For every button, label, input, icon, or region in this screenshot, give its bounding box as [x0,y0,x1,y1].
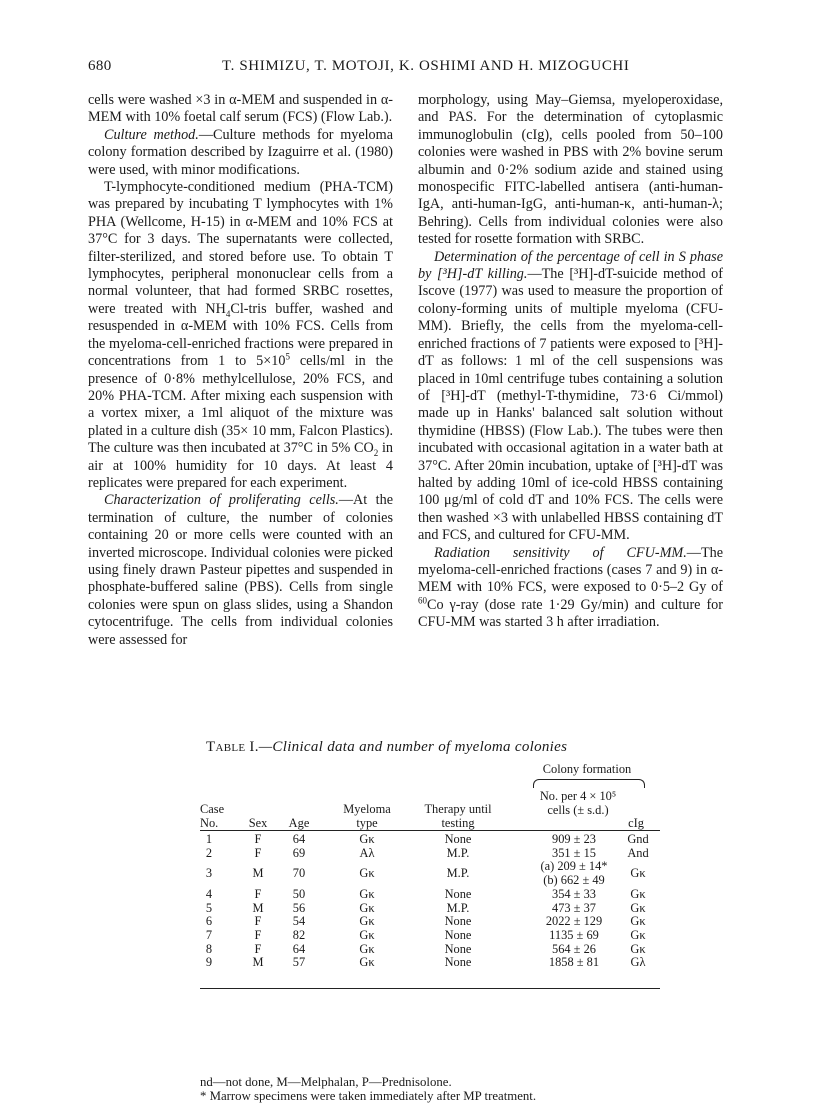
header-therapy: Therapy until testing [424,802,492,830]
table-row: 4 F 50 Gκ None 354 ± 33 Gκ [205,887,646,902]
header-age: Age [288,816,310,830]
right-column [418,92,723,632]
table-row: 2 F 69 Aλ M.P. 351 ± 15 And [205,845,649,860]
paragraph-pha-tcm: T-lymphocyte-conditioned medium (PHA-TCM) was prepared by incubating T lymphocytes with 1% PHA (Wellcome, H-15) in α-MEM and 10% FCS at 37°C for 3 days. The supernatants were collected, filter-sterilized, and stored before use. To obtain T lymphocytes, peripheral mononuclear cells from a normal volunteer, that had formed SRBC rosettes, were treated with $NH_4Cl$-tris buffer, washed and resuspended in α-MEM with 10% FCS. Cells from the myeloma-cell-enriched fractions were prepared in concentrations from 1 to $5\times 10^5$ cells/ml in the presence of 0·8% methylcellulose, 20% FCS, and 20% PHA-TCM. After mixing each suspension with a vortex mixer, a 1ml aliquot of the mixture was plated in a culture dish (35× 10 mm, Falcon Plastics). The culture was then incubated at 37°C in 5% $CO_2$ in air at 100% humidity for 10 days. At least 4 replicates were prepared for each experiment. [88,179,394,491]
run-in-heading: Radiation sensitivity of CFU-MM. [434,544,687,561]
paragraph-radiation: Radiation sensitivity of CFU-MM.—The myeloma-cell-enriched fractions (cases 7 and 9) in α-MEM with 10% FCS, were exposed to 0·5–2 Gy of $^{60}$Co γ-ray (dose rate 1·29 Gy/min) and culture for CFU-MM was started 3 h after irradiation. [418,544,723,631]
table-body [200,832,660,969]
table-rule-bottom [200,988,660,989]
footnote-abbreviations: nd—not done, M—Melphalan, P—Prednisolone. [200,1075,452,1089]
paragraph-wash: cells were washed ×3 in α-MEM and suspended in α-MEM with 10% foetal calf serum (FCS) (Flow Lab.). [88,92,393,126]
table-label: Table I. [206,739,259,755]
table-title: —Clinical data and number of myeloma colonies [258,739,568,755]
header-myeloma-type: Myeloma type [343,802,391,830]
left-column [88,92,393,649]
table-row: 9 M 57 Gκ None 1858 ± 81 Gλ [205,955,646,970]
table-row: 3 M 70 Gκ M.P. (a) 209 ± 14* (b) 662 ± 49 Gκ [205,859,646,888]
table-row: 6 F 54 Gκ None 2022 ± 129 Gκ [205,914,646,929]
running-title-authors: T. SHIMIZU, T. MOTOJI, K. OSHIMI AND H. MIZOGUCHI [222,58,630,74]
table-row: 8 F 64 Gκ None 564 ± 26 Gκ [205,941,646,956]
colony-formation-group-header: Colony formation [542,762,632,776]
run-in-heading: Determination of the percentage of cell in S phase by [³H]-dT killing. [418,248,723,283]
table-row: 5 M 56 Gκ M.P. 473 ± 37 Gκ [205,900,646,915]
header-sex: Sex [248,816,268,830]
run-in-heading: Characterization of proliferating cells. [104,492,339,509]
table-row: 7 F 82 Gκ None 1135 ± 69 Gκ [205,927,646,942]
run-in-heading: Culture method. [104,126,199,143]
paragraph-characterization: Characterization of proliferating cells.—At the termination of culture, the number of colonies containing 20 or more cells were counted with an inverted microscope. Individual colonies were picked using finely drawn Pasteur pipettes and suspended in phosphate-buffered saline (PBS). Cells from single colonies were spun on glass slides, using a Shandon cytocentrifuge. The cells from individual colonies were assessed for [88,492,393,648]
table-row: 1 F 64 Gκ None 909 ± 23 Gnd [205,832,649,846]
paragraph-culture-method: Culture method.—Culture methods for myeloma colony formation described by Izaguirre et al. (1980) were used, with minor modifications. [88,126,393,178]
header-case: Case No. [200,802,225,830]
footnote-asterisk: * Marrow specimens were taken immediately after MP treatment. [200,1089,537,1103]
paragraph-s-phase: Determination of the percentage of cell in S phase by [³H]-dT killing.—The [³H]-dT-suicide method of Iscove (1977) was used to measure the proportion of colony-forming units of multiple myeloma (CFU-MM). Briefly, the cells from the myeloma-cell-enriched fractions of 7 patients were exposed to [³H]-dT as follows: 1 ml of the cell suspensions was placed in 10ml centrifuge tubes containing a solution of [³H]-dT (methyl-T-thymidine, 73·6 Ci/mmol) made up in Hanks' balanced salt solution without thymidine (HBSS) (Flow Lab.). The tubes were then incubated with occasional agitation in a water bath at 37°C. After 20min incubation, uptake of [³H]-dT was halted by adding 10ml of ice-cold HBSS containing 100 μg/ml of cold dT and 10% FCS. The cells were then washed ×3 with unlabelled HBSS containing dT and FCS, and cultured for CFU-MM. [418,248,723,544]
page-number: 680 [88,58,112,74]
table-rule-top [200,830,660,831]
table-caption [206,739,567,756]
paragraph-morphology: morphology, using May–Giemsa, myeloperoxidase, and PAS. For the determination of cytoplasmic immunoglobulin (cIg), cells pooled from 50–100 colonies were washed in PBS with 2% bovine serum albumin and 0·2% sodium azide and stained using monospecific FITC-labelled antisera (anti-human-IgA, anti-human-IgG, anti-human-κ, anti-human-λ; Behring). Cells from individual colonies were also tested for rosette formation with SRBC. [418,92,723,248]
header-colony-count: No. per 4 × 10⁵ cells (± s.d.) [539,789,617,817]
table-footnotes [200,1075,536,1103]
group-brace [533,779,645,788]
header-cig: cIg [628,816,644,830]
